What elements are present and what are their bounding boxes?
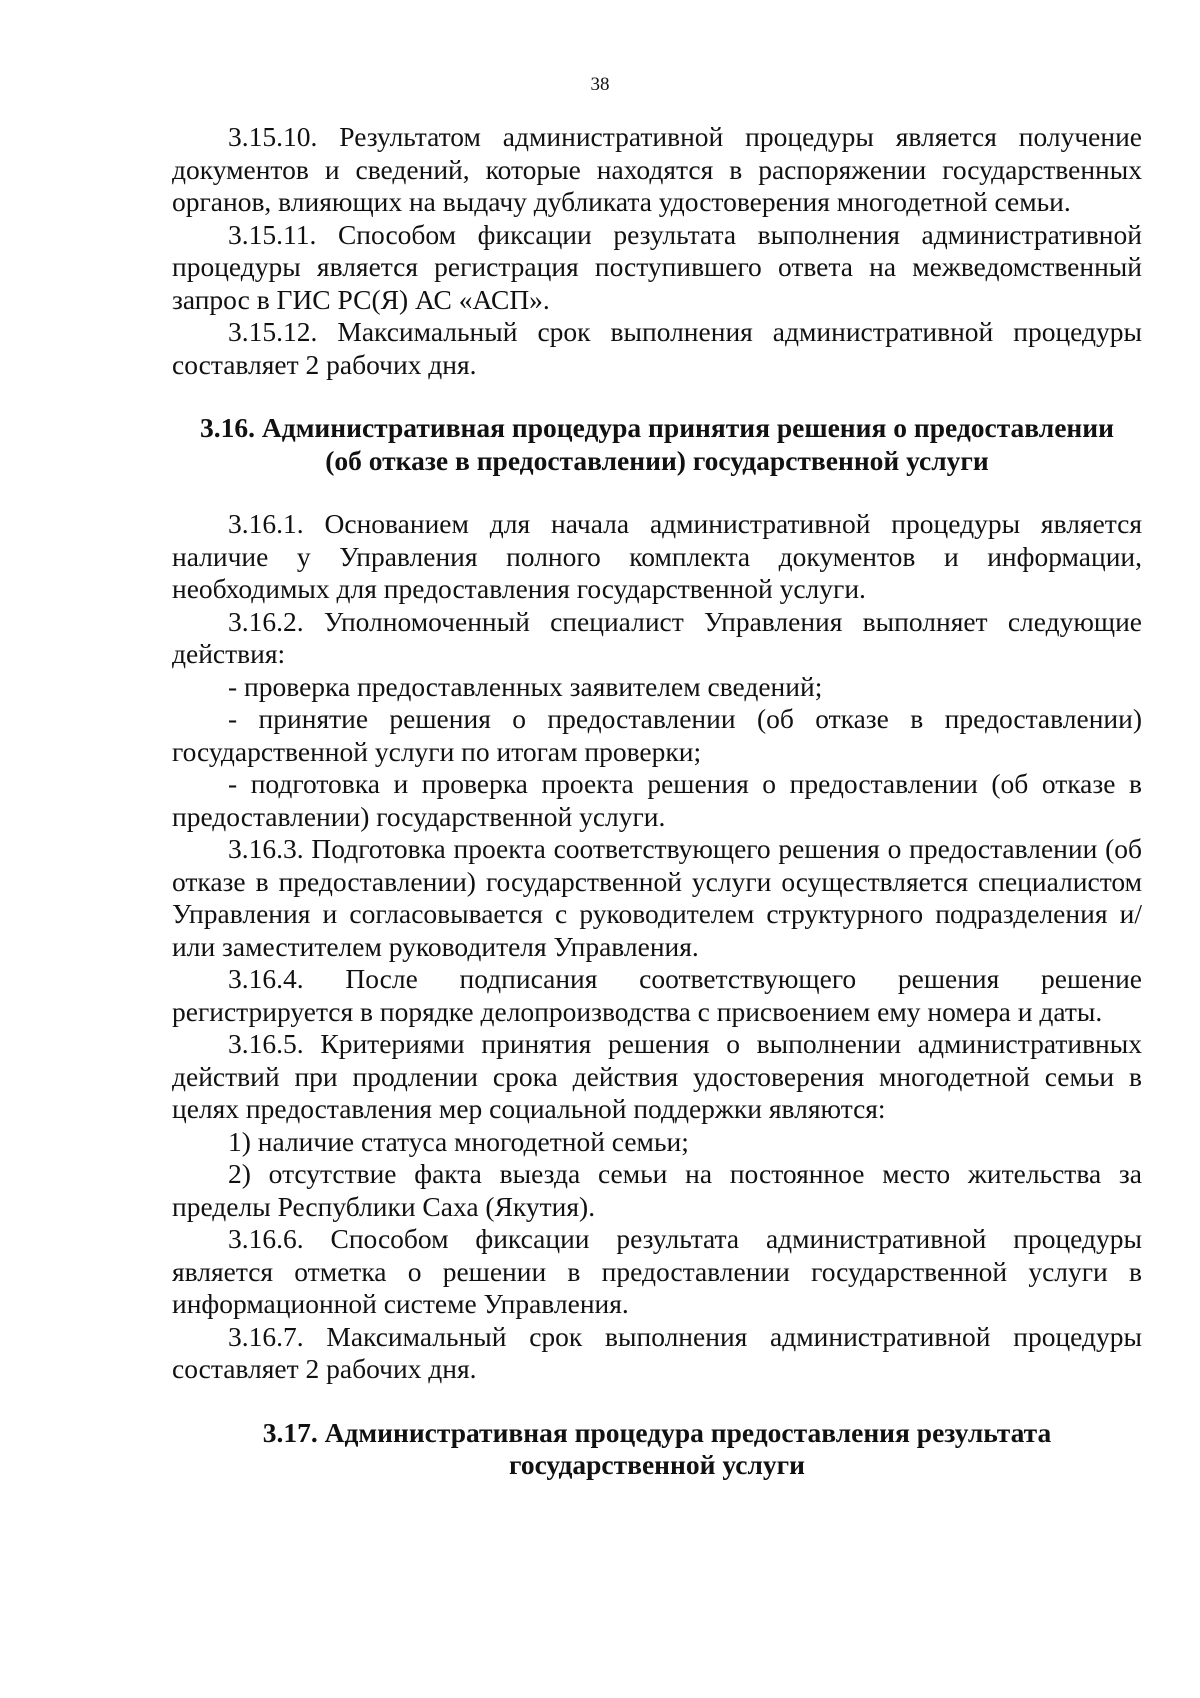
paragraph-3-16-7: 3.16.7. Максимальный срок выполнения административной процедуры составляет 2 рабочих дня. [172,1320,1142,1384]
section-heading-3-16-line2: (об отказе в предоставлении) государственной услуги [325,444,989,476]
page-number: 38 [590,74,610,95]
paragraph-3-15-12: 3.15.12. Максимальный срок выполнения административной процедуры составляет 2 рабочих дня. [172,316,1142,380]
section-heading-3-17 [172,1417,1142,1482]
paragraph-3-16-4: 3.16.4. После подписания соответствующего решения решение регистрируется в порядке делопроизводства с присвоением ему номера и даты. [172,963,1142,1027]
paragraph-3-16-2: 3.16.2. Уполномоченный специалист Управления выполняет следующие действия: [172,605,1142,669]
paragraph-3-15-11: 3.15.11. Способом фиксации результата выполнения административной процедуры является регистрация поступившего ответа на межведомственный запрос в ГИС РС(Я) АС «АСП». [172,218,1142,315]
list-item-check-data: - проверка предоставленных заявителем сведений; [228,670,823,702]
document-body [172,121,1142,1482]
section-heading-3-17-line2: государственной услуги [509,1449,805,1480]
section-heading-3-16 [172,412,1142,477]
paragraph-3-16-5: 3.16.5. Критериями принятия решения о выполнении административных действий при продлении срока действия удостоверения многодетной семьи в целях предоставления мер социальной поддержки являются: [172,1028,1142,1124]
section-heading-3-16-line1: 3.16. Административная процедура принятия решения о предоставлении [200,412,1114,443]
list-item-prepare-draft: - подготовка и проверка проекта решения о предоставлении (об отказе в предоставлении) государственной услуги. [172,768,1142,832]
section-heading-3-17-line1: 3.17. Административная процедура предоставления результата [262,1416,1052,1448]
paragraph-3-15-10: 3.15.10. Результатом административной процедуры является получение документов и сведений, которые находятся в распоряжении государственных органов, влияющих на выдачу дубликата удостоверения многодетной семьи. [172,121,1142,217]
list-item-decision: - принятие решения о предоставлении (об отказе в предоставлении) государственной услуги по итогам проверки; [172,703,1142,767]
criterion-1: 1) наличие статуса многодетной семьи; [228,1125,689,1157]
paragraph-3-16-3: 3.16.3. Подготовка проекта соответствующего решения о предоставлении (об отказе в предоставлении) государственной услуги осуществляется специалистом Управления и согласовывается с руководителем структурного подразделения и/или заместителем руководителя Управления. [172,833,1142,962]
criterion-2: 2) отсутствие факта выезда семьи на постоянное место жительства за пределы Республики Саха (Якутия). [172,1158,1142,1222]
paragraph-3-16-1: 3.16.1. Основанием для начала административной процедуры является наличие у Управления полного комплекта документов и информации, необходимых для предоставления государственной услуги. [172,508,1142,604]
paragraph-3-16-6: 3.16.6. Способом фиксации результата административной процедуры является отметка о решении в предоставлении государственной услуги в информационной системе Управления. [172,1223,1142,1319]
